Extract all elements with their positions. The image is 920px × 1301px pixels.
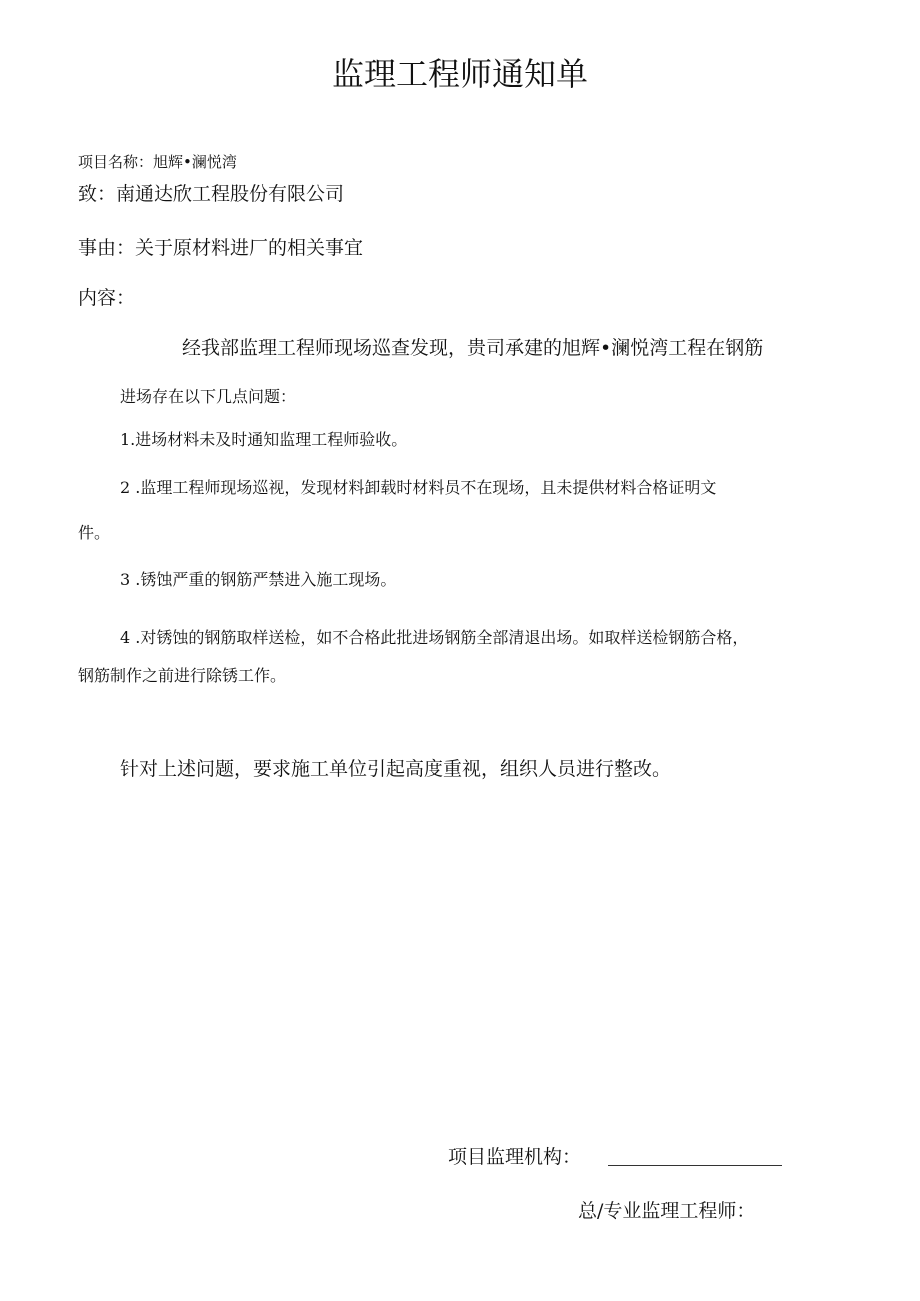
- conclusion: 针对上述问题，要求施工单位引起高度重视，组织人员进行整改。: [120, 758, 672, 780]
- content-label: 内容：: [78, 287, 136, 309]
- issue-item-1: 1.进场材料未及时通知监理工程师验收。: [120, 430, 408, 449]
- intro-paragraph: 经我部监理工程师现场巡查发现，贵司承建的旭辉•澜悦湾工程在钢筋: [182, 337, 764, 359]
- signature-line: [608, 1165, 782, 1166]
- issue-item-4-cont: 钢筋制作之前进行除锈工作。: [78, 666, 287, 685]
- subject: 事由：关于原材料进厂的相关事宜: [78, 237, 364, 259]
- engineer-label: 总/专业监理工程师：: [578, 1200, 756, 1222]
- supervision-org-label: 项目监理机构：: [448, 1146, 582, 1168]
- document-title: 监理工程师通知单: [331, 55, 588, 93]
- issue-item-4: 4 .对锈蚀的钢筋取样送检，如不合格此批进场钢筋全部清退出场。如取样送检钢筋合格，: [120, 628, 749, 647]
- issue-item-2-cont: 件。: [78, 523, 111, 542]
- issue-item-2: 2 .监理工程师现场巡视，发现材料卸载时材料员不在现场，且未提供材料合格证明文: [120, 478, 717, 497]
- issue-item-3: 3 .锈蚀严重的钢筋严禁进入施工现场。: [120, 570, 397, 589]
- recipient: 致：南通达欣工程股份有限公司: [78, 183, 345, 205]
- project-name: 项目名称：旭辉•澜悦湾: [78, 153, 237, 171]
- intro-paragraph-cont: 进场存在以下几点问题：: [120, 387, 297, 406]
